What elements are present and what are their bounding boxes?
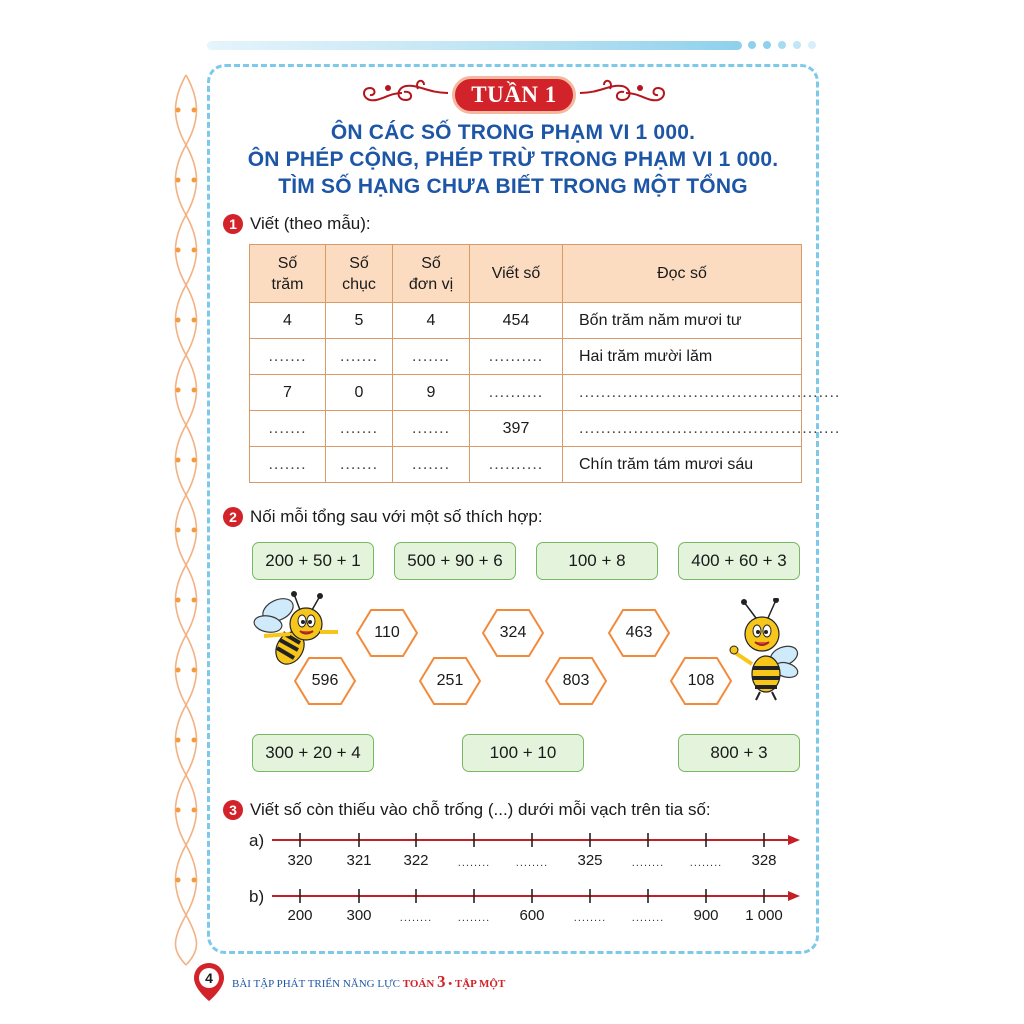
table-cell: 4 — [250, 303, 326, 339]
number-line-b-tick-label: 600 — [519, 907, 545, 924]
sum-box-top-2[interactable]: 500 + 90 + 6 — [394, 542, 516, 580]
top-decor-bar — [207, 41, 742, 50]
section-3-instruction: Viết số còn thiếu vào chỗ trống (...) dưới mỗi vạch trên tia số: — [250, 800, 711, 819]
sum-box-bottom-1[interactable]: 300 + 20 + 4 — [252, 734, 374, 772]
table-cell: 5 — [326, 303, 393, 339]
blank-cell[interactable]: ....... — [393, 447, 470, 483]
section-1-instruction: Viết (theo mẫu): — [250, 214, 371, 233]
heading-line-3: TÌM SỐ HẠNG CHƯA BIẾT TRONG MỘT TỔNG — [278, 175, 748, 198]
number-line-b-blank[interactable]: ........ — [573, 912, 607, 924]
page-number: 4 — [205, 970, 213, 986]
section-2-number: 2 — [223, 507, 243, 527]
table-cell: 9 — [393, 375, 470, 411]
blank-reading-cell[interactable]: ................................................ — [563, 411, 802, 447]
sum-box-bottom-2[interactable]: 100 + 10 — [462, 734, 584, 772]
number-hexagon[interactable]: 324 — [482, 609, 544, 657]
blank-cell[interactable]: ....... — [250, 447, 326, 483]
table-cell: 0 — [326, 375, 393, 411]
place-value-table — [249, 244, 841, 483]
blank-cell[interactable]: ....... — [250, 411, 326, 447]
number-line-a-blank[interactable]: ........ — [631, 857, 665, 869]
table-row — [250, 339, 802, 375]
table-row — [250, 303, 802, 339]
table-row — [250, 447, 802, 483]
number-line-a-tick-label: 321 — [346, 852, 372, 869]
sum-box-top-4[interactable]: 400 + 60 + 3 — [678, 542, 800, 580]
blank-cell[interactable]: ....... — [250, 339, 326, 375]
footer-title — [232, 972, 505, 992]
top-decor-dots — [748, 41, 816, 49]
table-cell: 7 — [250, 375, 326, 411]
blank-cell[interactable]: ....... — [393, 339, 470, 375]
number-line-a — [270, 832, 802, 848]
table-header-row — [250, 245, 802, 303]
number-line-b-tick-label: 200 — [287, 907, 313, 924]
heading-line-2: ÔN PHÉP CỘNG, PHÉP TRỪ TRONG PHẠM VI 1 000. — [247, 148, 779, 171]
number-line-a-label: a) — [249, 831, 265, 850]
bee-illustration-left — [250, 588, 342, 674]
left-ornament — [168, 70, 204, 970]
number-line-b-tick-label: 1 000 — [745, 907, 783, 924]
number-line-b-tick-label: 300 — [346, 907, 372, 924]
table-cell-reading: Chín trăm tám mươi sáu — [563, 447, 802, 483]
number-hexagon[interactable]: 463 — [608, 609, 670, 657]
blank-cell[interactable]: ....... — [393, 411, 470, 447]
header-tens: Số chục — [326, 245, 393, 303]
header-write-number: Viết số — [470, 245, 563, 303]
table-cell: 397 — [470, 411, 563, 447]
section-3-number: 3 — [223, 800, 243, 820]
footer-prefix: BÀI TẬP PHÁT TRIỂN NĂNG LỰC — [232, 978, 400, 990]
heading-line-1: ÔN CÁC SỐ TRONG PHẠM VI 1 000. — [330, 121, 696, 144]
blank-cell[interactable]: ....... — [326, 447, 393, 483]
blank-cell[interactable]: .......... — [470, 339, 563, 375]
page-number-pin-icon — [192, 961, 226, 1003]
sum-box-bottom-3[interactable]: 800 + 3 — [678, 734, 800, 772]
number-hexagon[interactable]: 251 — [419, 657, 481, 705]
number-line-a-tick-label: 320 — [287, 852, 313, 869]
number-line-b-blank[interactable]: ........ — [399, 912, 433, 924]
header-units: Số đơn vị — [393, 245, 470, 303]
number-line-b-blank[interactable]: ........ — [457, 912, 491, 924]
number-hexagon[interactable]: 110 — [356, 609, 418, 657]
header-read-number: Đọc số — [563, 245, 802, 303]
number-line-a-blank[interactable]: ........ — [515, 857, 549, 869]
number-line-a-blank[interactable]: ........ — [457, 857, 491, 869]
table-row — [250, 411, 802, 447]
table-cell-reading: Hai trăm mười lăm — [563, 339, 802, 375]
sum-box-top-3[interactable]: 100 + 8 — [536, 542, 658, 580]
left-swirl-decoration — [358, 76, 450, 110]
table-cell: 4 — [393, 303, 470, 339]
footer-volume: TẬP MỘT — [454, 978, 506, 990]
number-line-a-tick-label: 322 — [403, 852, 429, 869]
number-hexagon[interactable]: 596 — [294, 657, 356, 705]
footer-bullet: • — [448, 978, 453, 990]
bee-illustration-right — [722, 598, 806, 702]
number-hexagon[interactable]: 803 — [545, 657, 607, 705]
table-row — [250, 375, 802, 411]
table-cell: 454 — [470, 303, 563, 339]
footer-grade: 3 — [437, 972, 446, 991]
blank-reading-cell[interactable]: ................................................ — [563, 375, 802, 411]
section-2-instruction: Nối mỗi tổng sau với một số thích hợp: — [250, 507, 543, 526]
footer-subject: TOÁN — [402, 978, 435, 990]
number-hexagon[interactable]: 108 — [670, 657, 732, 705]
week-badge: TUẦN 1 — [452, 76, 576, 114]
blank-cell[interactable]: .......... — [470, 375, 563, 411]
number-line-b-blank[interactable]: ........ — [631, 912, 665, 924]
section-1-number: 1 — [223, 214, 243, 234]
blank-cell[interactable]: .......... — [470, 447, 563, 483]
number-line-b-label: b) — [249, 887, 265, 906]
table-cell-reading: Bốn trăm năm mươi tư — [563, 303, 802, 339]
number-line-a-blank[interactable]: ........ — [689, 857, 723, 869]
header-hundreds: Số trăm — [250, 245, 326, 303]
number-line-b-tick-label: 900 — [693, 907, 719, 924]
sum-box-top-1[interactable]: 200 + 50 + 1 — [252, 542, 374, 580]
number-line-a-tick-label: 325 — [577, 852, 603, 869]
blank-cell[interactable]: ....... — [326, 339, 393, 375]
number-line-a-tick-label: 328 — [751, 852, 777, 869]
number-line-b — [270, 888, 802, 904]
right-swirl-decoration — [578, 76, 670, 110]
blank-cell[interactable]: ....... — [326, 411, 393, 447]
